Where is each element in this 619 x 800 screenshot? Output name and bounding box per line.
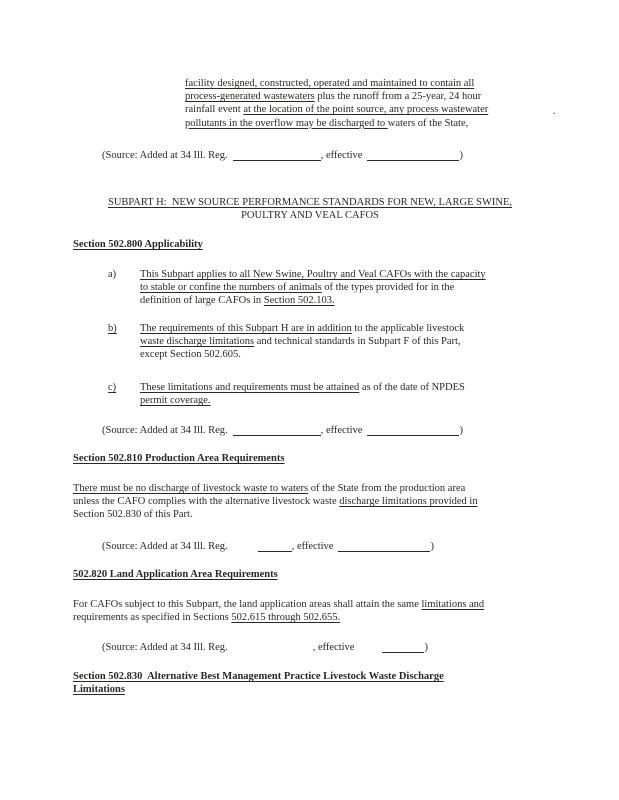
text-line [140,335,548,348]
text-line [73,508,555,521]
section-820-heading [73,568,278,581]
text-segment: and technical standards in Subpart F of this Part, [254,336,461,348]
text-segment: rainfall event [185,104,244,116]
text-line [140,281,548,294]
text-segment: except Section 502.605. [140,349,241,361]
text-line [140,268,548,281]
section-heading-text: Section 502.800 Applicability [73,239,203,250]
section-810-paragraph [73,482,555,522]
source-note [102,540,434,553]
source-note [102,424,463,437]
blank-gap [228,642,313,653]
underlined-text-segment: c) [108,382,117,393]
text-segment: requirements as specified in Sections [73,612,232,624]
underlined-text-segment: This Subpart applies to all New Swine, Poultry and Veal CAFOs with the capacity [140,269,486,280]
section-heading-text: 502.820 Land Application Area Requirements [73,569,278,580]
text-segment: as of the date of NPDES [359,382,465,393]
blank-line [367,424,459,436]
text-line [140,348,548,361]
text-segment: definition of large CAFOs in [140,295,264,307]
list-item-text [140,381,548,407]
text-segment: a) [108,269,117,280]
text-line [140,394,548,407]
text-line [185,90,525,103]
underlined-text-segment: There must be no discharge of livestock waste to waters [73,483,309,494]
source-close-paren: ) [459,425,463,436]
section-heading-line [73,683,555,696]
blank-line [367,149,459,161]
text-line [185,103,525,116]
section-810-heading [73,452,284,465]
underlined-text-segment: permit coverage. [140,395,211,407]
subpart-heading [36,196,584,222]
text-segment: to the applicable livestock [351,323,465,334]
blank-line [233,424,321,436]
text-segment: of the State from the production area [308,483,466,494]
source-note [102,149,463,162]
subpart-heading-line2 [36,209,584,222]
underlined-text-segment: These limitations and requirements must be attained [140,382,360,393]
list-label [108,268,140,308]
section-heading-text: Section 502.810 Production Area Requirements [73,453,285,464]
underlined-text-segment: SUBPART H: NEW SOURCE PERFORMANCE STANDARDS FOR NEW, LARGE SWINE, [107,197,512,208]
underlined-text-segment: at the location of the point source, any process wastewater [243,104,489,116]
text-line [140,294,548,307]
underlined-text-segment: pollutants in the overflow may be discharged to [185,117,388,129]
source-effective-label: , effective [320,425,363,436]
source-prefix: (Source: Added at 34 Ill. Reg. [102,541,228,552]
list-item-a [108,268,548,308]
text-line [140,322,548,335]
source-close-paren: ) [424,642,428,653]
text-segment: waters of the State, [387,117,469,129]
source-close-paren: ) [430,541,434,552]
section-830-heading [73,670,555,696]
subpart-heading-line1 [36,196,584,209]
underlined-text-segment: Section 502.103. [263,295,335,307]
list-item-c [108,381,548,407]
blank-line [338,540,430,552]
blank-gap [228,541,258,552]
text-line [73,598,555,611]
source-effective-label: , effective [320,150,363,161]
intro-paragraph [185,77,525,130]
blank-line [382,641,424,653]
text-line [185,117,525,130]
list-label [108,322,140,362]
text-line [73,495,555,508]
underlined-text-segment: to stable or confine the numbers of animals [140,282,322,294]
source-prefix: (Source: Added at 34 Ill. Reg. [102,150,228,161]
underlined-text-segment: discharge limitations provided in [339,496,478,508]
section-heading-text: Limitations [73,684,125,696]
text-line [140,381,548,394]
text-line [73,611,555,624]
underlined-text-segment: limitations and [421,599,485,610]
list-label [108,381,140,407]
blank-gap [354,642,382,653]
text-segment: of the types provided for in the [321,282,455,294]
source-note [102,641,428,654]
text-segment: Section 502.830 of this Part. [73,509,193,521]
underlined-text-segment: 502.615 through 502.655. [231,612,341,624]
source-prefix: (Source: Added at 34 Ill. Reg. [102,425,228,436]
text-line [185,77,525,90]
text-line [73,482,555,495]
underlined-text-segment: facility designed, constructed, operated and maintained to contain all [185,78,475,89]
text-segment: plus the runoff from a 25-year, 24 hour [314,91,482,103]
section-800-heading [73,238,203,251]
underlined-text-segment: The requirements of this Subpart H are in addition [140,323,352,334]
list-item-text [140,322,548,362]
blank-line [258,540,292,552]
source-effective-label: , effective [312,642,355,653]
section-heading-line [73,670,555,683]
text-segment: For CAFOs subject to this Subpart, the land application areas shall attain the same [73,599,422,610]
scan-artifact-dot: . [553,106,556,117]
source-close-paren: ) [459,150,463,161]
underlined-text-segment: process-generated wastewaters [185,91,315,103]
text-segment: POULTRY AND VEAL CAFOS [241,210,379,222]
list-item-text [140,268,548,308]
underlined-text-segment: waste discharge limitations [140,336,255,348]
blank-line [233,149,321,161]
text-segment: unless the CAFO complies with the alternative livestock waste [73,496,340,508]
underlined-text-segment: b) [108,323,117,334]
source-effective-label: , effective [291,541,334,552]
source-prefix: (Source: Added at 34 Ill. Reg. [102,642,228,653]
list-item-b [108,322,548,362]
section-heading-text: Section 502.830 Alternative Best Management Practice Livestock Waste Discharge [73,671,444,682]
section-820-paragraph [73,598,555,624]
